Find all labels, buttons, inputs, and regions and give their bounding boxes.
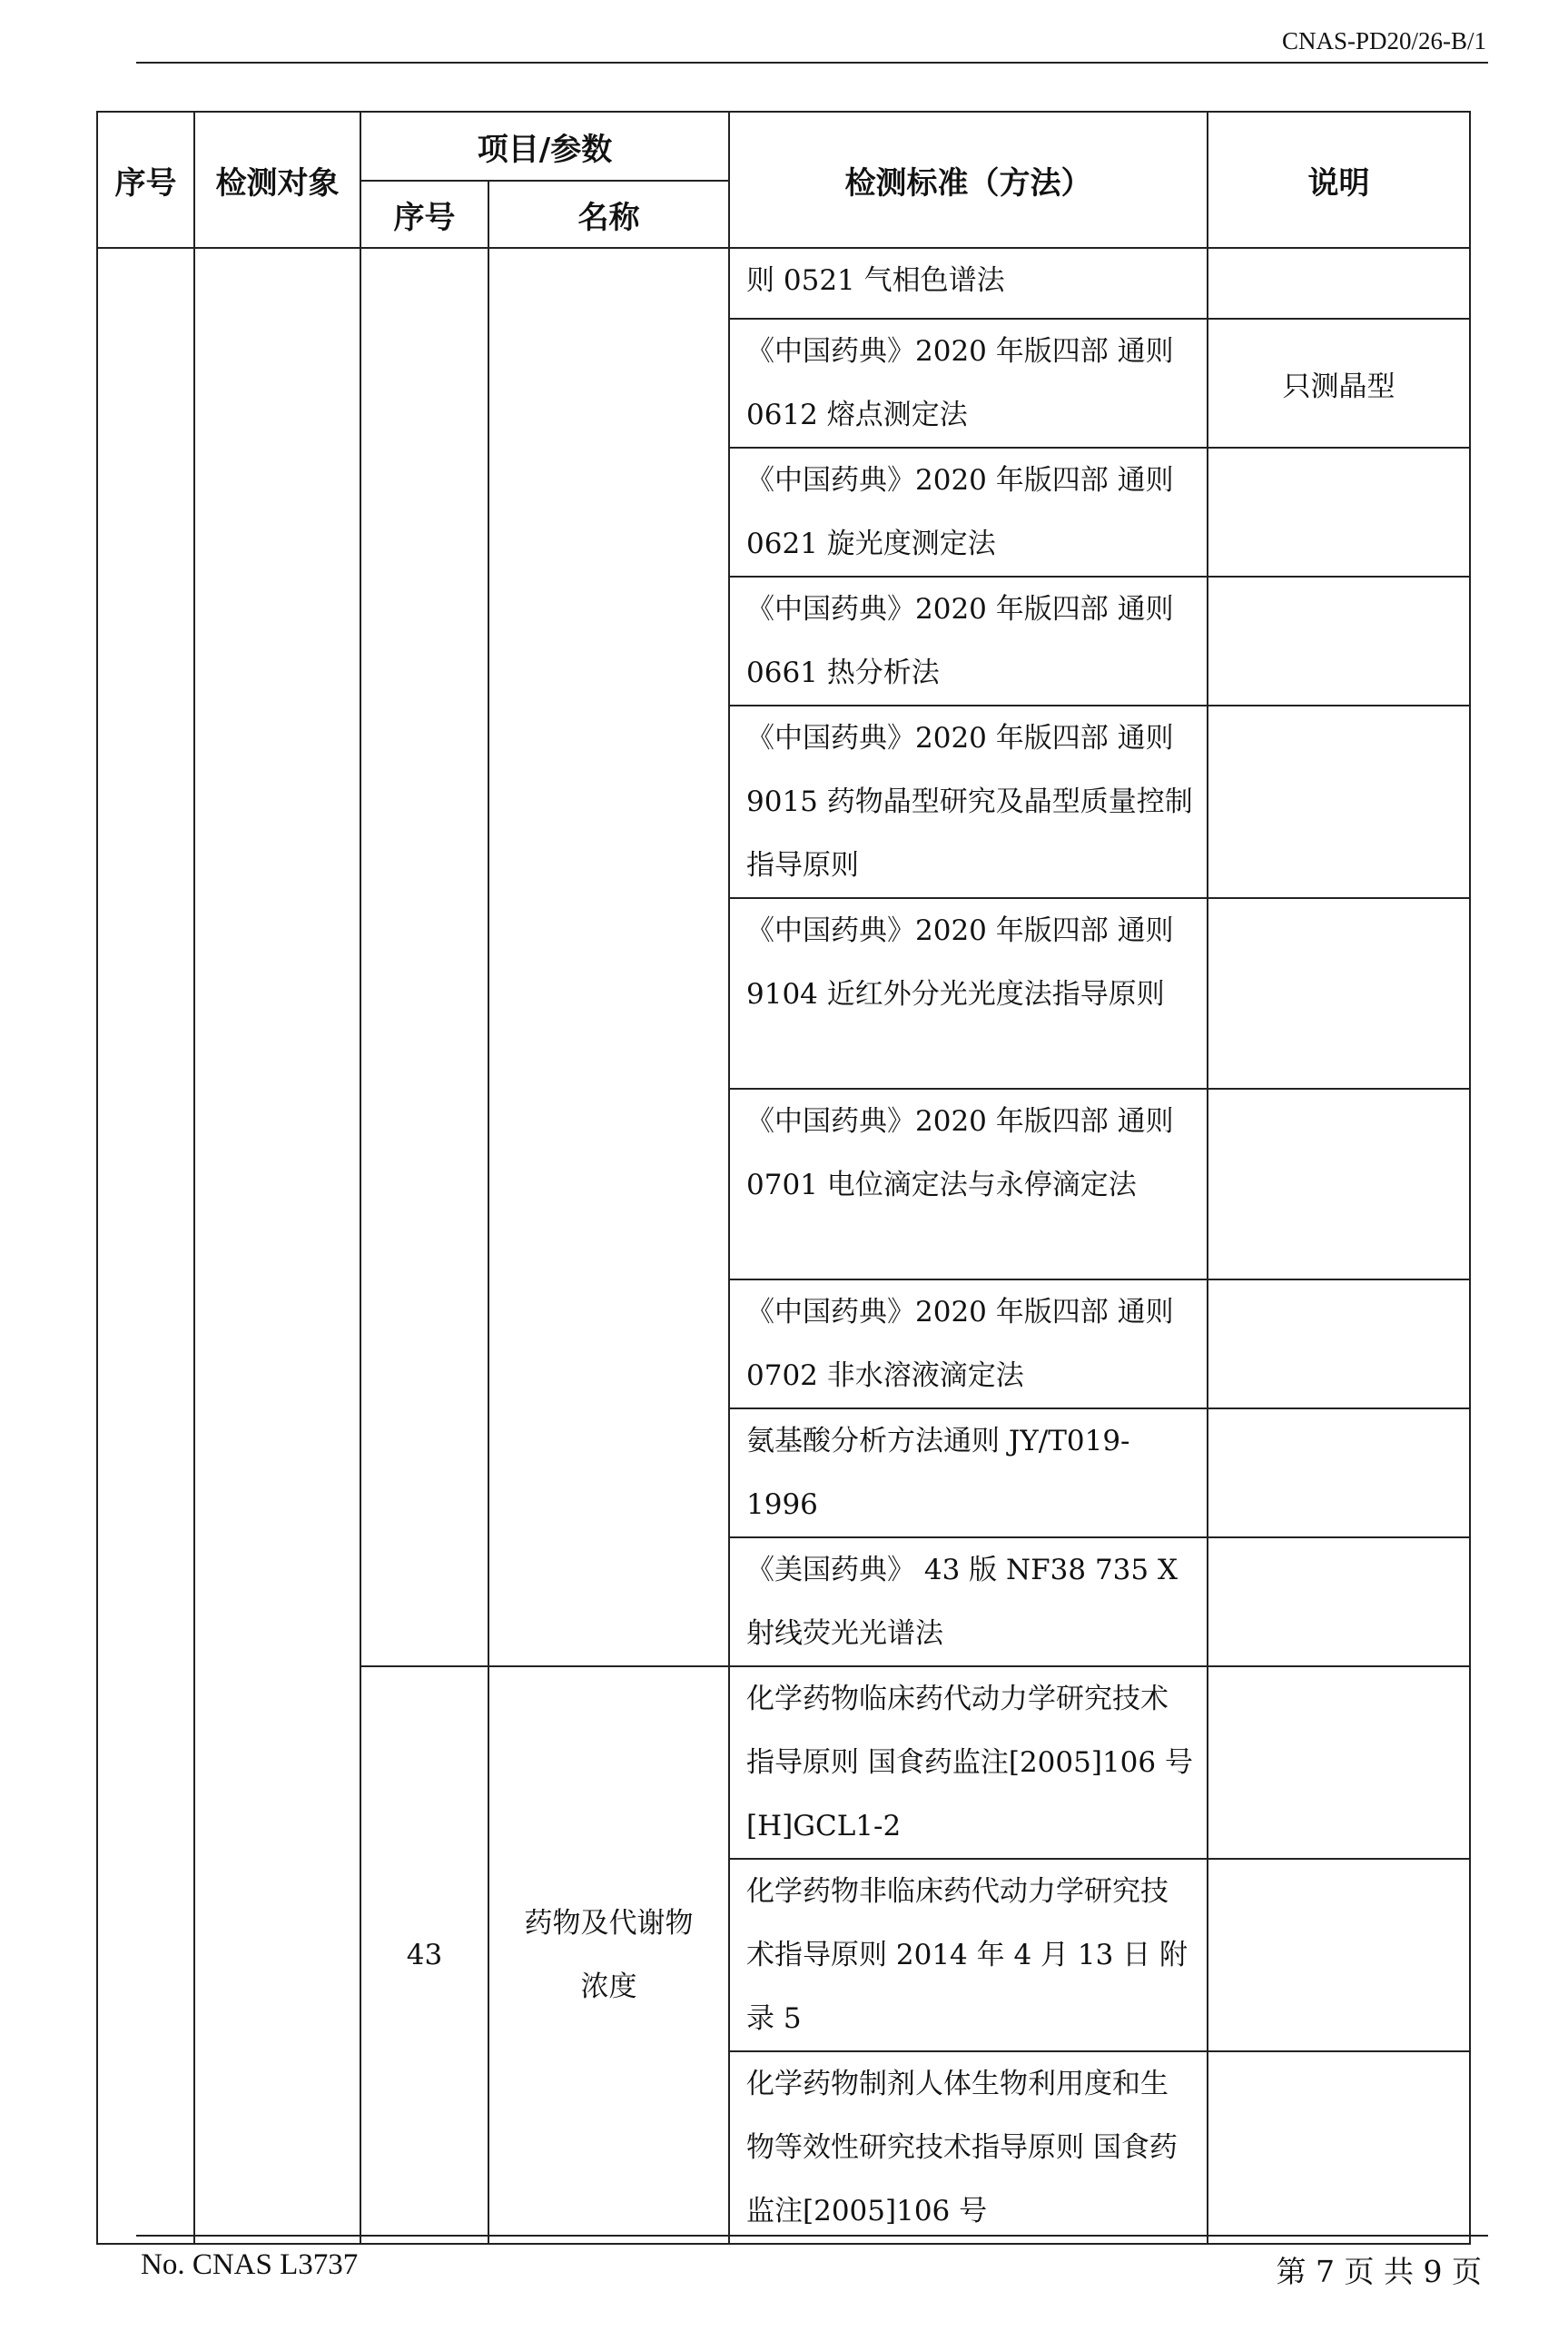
table-row: [97, 248, 1470, 319]
remark-cell: [1208, 706, 1470, 898]
document-code: CNAS-PD20/26-B/1: [1281, 27, 1486, 54]
remark-cell: [1208, 1859, 1470, 2051]
item-seq-cell: [360, 248, 488, 1666]
remark-cell: [1208, 1279, 1470, 1408]
standard-cell: 化学药物非临床药代动力学研究技术指导原则 2014 年 4 月 13 日 附录 5: [729, 1859, 1208, 2051]
remark-cell: [1208, 1666, 1470, 1859]
remark-cell: [1208, 898, 1470, 1089]
remark-cell: 只测晶型: [1208, 319, 1470, 448]
standard-cell: 则 0521 气相色谱法: [729, 248, 1208, 319]
standard-cell: 化学药物临床药代动力学研究技术指导原则 国食药监注[2005]106 号[H]GCL1-2: [729, 1666, 1208, 1859]
item-name-cell: 药物及代谢物浓度: [488, 1666, 729, 2244]
remark-cell: [1208, 448, 1470, 577]
standard-cell: 《中国药典》2020 年版四部 通则 0621 旋光度测定法: [729, 448, 1208, 577]
col-header-item-name: 名称: [488, 181, 729, 248]
col-header-item-param: 项目/参数: [360, 112, 729, 181]
item-seq-cell: 43: [360, 1666, 488, 2244]
col-header-item-seq: 序号: [360, 181, 488, 248]
object-cell: [194, 248, 360, 2244]
accreditation-scope-table: [96, 111, 1471, 2245]
col-header-remark: 说明: [1208, 112, 1470, 248]
remark-cell: [1208, 577, 1470, 706]
item-name-cell: [488, 248, 729, 1666]
col-header-standard: 检测标准（方法）: [729, 112, 1208, 248]
col-header-seq: 序号: [97, 112, 194, 248]
accreditation-number: No. CNAS L3737: [141, 2248, 359, 2281]
standard-cell: 《中国药典》2020 年版四部 通则 0661 热分析法: [729, 577, 1208, 706]
header-rule: [136, 62, 1488, 64]
remark-cell: [1208, 2051, 1470, 2244]
standard-cell: 《中国药典》2020 年版四部 通则 0701 电位滴定法与永停滴定法: [729, 1089, 1208, 1279]
standard-cell: 《中国药典》2020 年版四部 通则 9015 药物晶型研究及晶型质量控制指导原则: [729, 706, 1208, 898]
remark-cell: [1208, 248, 1470, 319]
remark-cell: [1208, 1537, 1470, 1666]
footer-rule: [136, 2235, 1488, 2237]
standard-cell: 《中国药典》2020 年版四部 通则 9104 近红外分光光度法指导原则: [729, 898, 1208, 1089]
standard-cell: 《美国药典》 43 版 NF38 735 X 射线荧光光谱法: [729, 1537, 1208, 1666]
seq-cell: [97, 248, 194, 2244]
remark-cell: [1208, 1408, 1470, 1537]
standard-cell: 化学药物制剂人体生物利用度和生物等效性研究技术指导原则 国食药监注[2005]106 号: [729, 2051, 1208, 2244]
remark-cell: [1208, 1089, 1470, 1279]
standard-cell: 《中国药典》2020 年版四部 通则 0612 熔点测定法: [729, 319, 1208, 448]
page-info: 第 7 页 共 9 页: [1276, 2254, 1482, 2289]
standard-cell: 氨基酸分析方法通则 JY/T019-1996: [729, 1408, 1208, 1537]
standard-cell: 《中国药典》2020 年版四部 通则 0702 非水溶液滴定法: [729, 1279, 1208, 1408]
col-header-object: 检测对象: [194, 112, 360, 248]
